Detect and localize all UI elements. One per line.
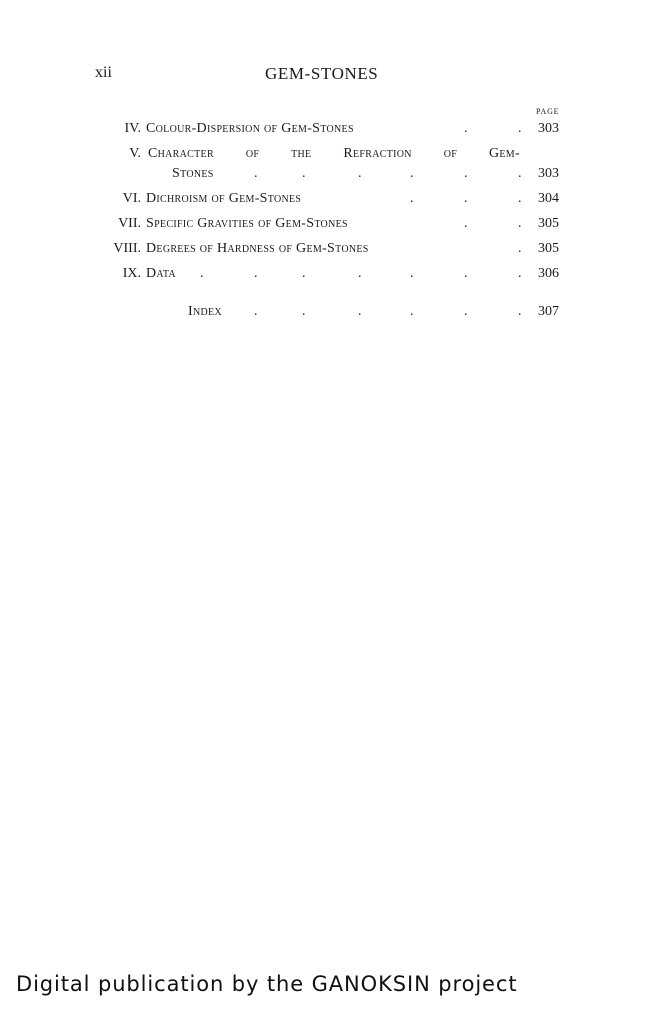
leader-dot: . bbox=[358, 166, 362, 181]
leader-dot: . bbox=[254, 166, 258, 181]
toc-entry-number: IX. bbox=[122, 266, 141, 281]
leader-dot: . bbox=[464, 191, 468, 206]
leader-dot: . bbox=[410, 191, 414, 206]
leader-dot: . bbox=[410, 304, 414, 319]
toc-entry-number: VIII. bbox=[113, 241, 141, 256]
leader-dot: . bbox=[518, 241, 522, 256]
page-number: xii bbox=[95, 64, 112, 81]
toc-entry-title: Character of the Refraction of Gem- bbox=[148, 146, 520, 161]
page-column-label: PAGE bbox=[536, 107, 560, 116]
toc-entry-page: 304 bbox=[538, 191, 559, 206]
toc-entry-continuation bbox=[0, 166, 665, 186]
leader-dot: . bbox=[410, 266, 414, 281]
leader-dot: . bbox=[518, 216, 522, 231]
toc-entry-number: VII. bbox=[118, 216, 141, 231]
toc-entry-number: V. bbox=[129, 146, 141, 161]
toc-entry bbox=[0, 146, 665, 166]
footer-credit: Digital publication by the GANOKSIN project bbox=[16, 972, 518, 996]
running-head: GEM-STONES bbox=[265, 64, 379, 83]
toc-index-title: Index bbox=[188, 304, 222, 319]
toc-entry-title: Data bbox=[146, 266, 176, 281]
toc-entry-page: 303 bbox=[538, 166, 559, 181]
leader-dot: . bbox=[358, 266, 362, 281]
leader-dot: . bbox=[410, 166, 414, 181]
leader-dot: . bbox=[254, 304, 258, 319]
leader-dot: . bbox=[302, 166, 306, 181]
toc-entry-page: 303 bbox=[538, 121, 559, 136]
leader-dot: . bbox=[358, 304, 362, 319]
toc-index-page: 307 bbox=[538, 304, 559, 319]
toc-entry bbox=[0, 266, 665, 286]
toc-entry-title-cont: Stones bbox=[172, 166, 214, 181]
toc-entry-title: Dichroism of Gem-Stones bbox=[146, 191, 302, 206]
toc-entry bbox=[0, 241, 665, 261]
leader-dot: . bbox=[302, 304, 306, 319]
toc-entry-number: IV. bbox=[124, 121, 141, 136]
leader-dot: . bbox=[302, 266, 306, 281]
toc-entry-title: Colour-Dispersion of Gem-Stones bbox=[146, 121, 354, 136]
leader-dot: . bbox=[464, 216, 468, 231]
toc-index-entry bbox=[0, 304, 665, 324]
toc-entry-title: Degrees of Hardness of Gem-Stones bbox=[146, 241, 369, 256]
leader-dot: . bbox=[464, 121, 468, 136]
toc-entry bbox=[0, 121, 665, 141]
toc-entry-title: Specific Gravities of Gem-Stones bbox=[146, 216, 348, 231]
leader-dot: . bbox=[254, 266, 258, 281]
leader-dot: . bbox=[464, 304, 468, 319]
leader-dot: . bbox=[518, 266, 522, 281]
leader-dot: . bbox=[518, 191, 522, 206]
toc-entry-page: 305 bbox=[538, 216, 559, 231]
toc-entry-number: VI. bbox=[122, 191, 141, 206]
leader-dot: . bbox=[518, 304, 522, 319]
leader-dot: . bbox=[518, 166, 522, 181]
toc-entry-page: 306 bbox=[538, 266, 559, 281]
toc-entry bbox=[0, 191, 665, 211]
leader-dot: . bbox=[518, 121, 522, 136]
toc-entry-page: 305 bbox=[538, 241, 559, 256]
leader-dot: . bbox=[464, 266, 468, 281]
toc-entry bbox=[0, 216, 665, 236]
leader-dot: . bbox=[200, 266, 204, 281]
leader-dot: . bbox=[464, 166, 468, 181]
